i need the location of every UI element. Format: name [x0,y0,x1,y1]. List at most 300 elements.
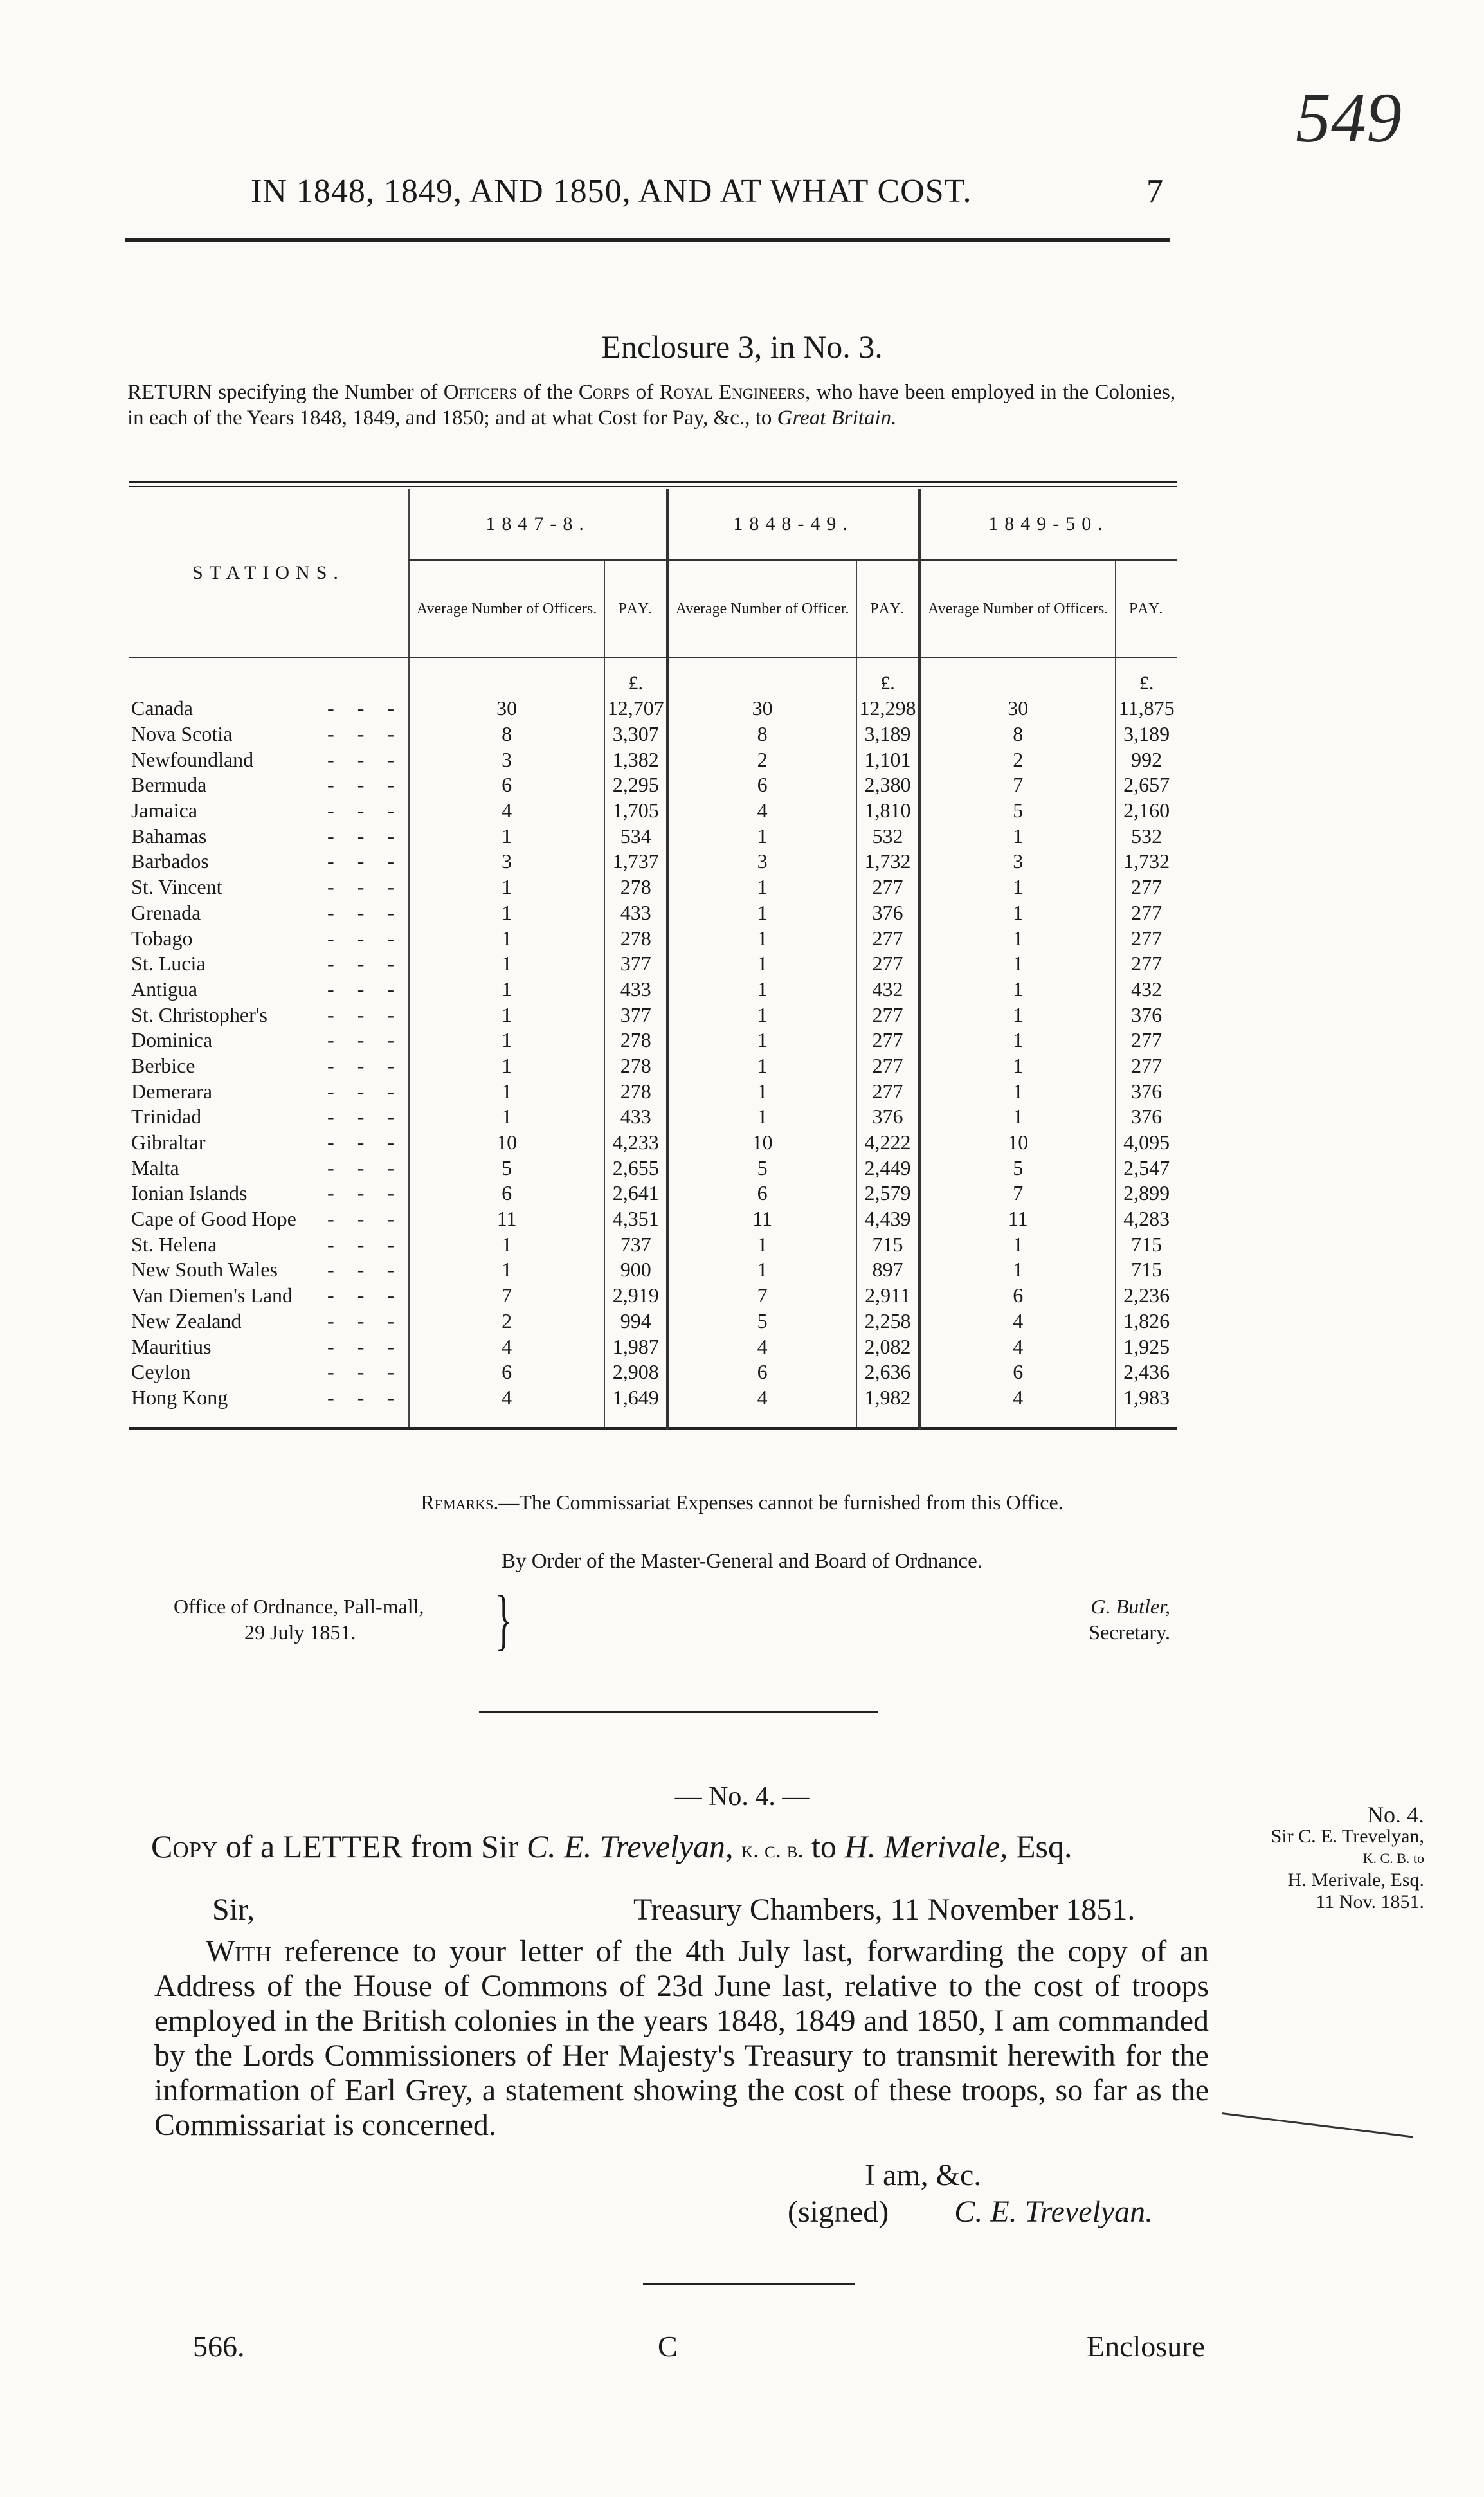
document-number: — No. 4. — [674,1782,810,1811]
return-royal-engineers: Royal Engineers [659,381,805,404]
table-row [129,696,1177,722]
sheet-number: 566. [193,2330,245,2363]
officers-1849-50: 11 [919,1206,1116,1232]
pay-1848-49: 12,298 [856,696,919,722]
remarks-text: —The Commissariat Expenses cannot be furnished from this Office. [498,1491,1063,1514]
officers-1847-8: 7 [409,1283,604,1309]
footer-rule [643,2283,855,2285]
letter-signature [788,2194,1153,2229]
pay-1849-50: 277 [1116,1028,1177,1053]
pay-1847-8: 1,705 [604,798,667,824]
officers-1849-50: 2 [919,747,1116,772]
pay-1848-49: 277 [856,925,919,951]
pay-1848-49: 2,579 [856,1181,919,1206]
pay-1847-8: 278 [604,875,667,900]
pay-1848-49: 277 [856,875,919,900]
station-label: Barbados [131,849,209,873]
pay-1847-8: 1,737 [604,849,667,875]
pay-1847-8: 278 [604,1053,667,1079]
officers-1849-50: 1 [919,1257,1116,1283]
year-header-1847-8: 1847-8. [409,489,667,560]
table-row [129,747,1177,772]
pay-1848-49: 2,258 [856,1309,919,1334]
margin-note-to: H. Merivale, Esq. [1287,1869,1424,1891]
leader-dashes: - - - [327,1334,403,1358]
pay-1848-49: 532 [856,823,919,849]
pay-1847-8: 278 [604,1028,667,1053]
officers-1849-50: 4 [919,1334,1116,1359]
pay-1849-50: 4,095 [1116,1130,1177,1156]
table-row [129,977,1177,1003]
officers-1848-49: 1 [667,1028,856,1053]
station-name [129,1334,409,1359]
table-row [129,925,1177,951]
officers-1848-49: 11 [667,1206,856,1232]
officers-1847-8: 3 [409,849,604,875]
leader-dashes: - - - [327,824,403,848]
station-name [129,696,409,722]
officers-1847-8: 1 [409,1078,604,1104]
leader-dashes: - - - [327,1156,403,1179]
pay-1849-50: 277 [1116,951,1177,977]
header-rule [125,238,1170,242]
by-order-line: By Order of the Master-General and Board of Ordnance. [502,1550,982,1573]
remarks [0,1491,1484,1514]
pay-1848-49: 277 [856,1078,919,1104]
station-name [129,1053,409,1079]
station-name [129,951,409,977]
leader-dashes: - - - [327,1360,403,1384]
pay-1849-50: 2,436 [1116,1359,1177,1385]
office-address [174,1583,512,1658]
station-name [129,1002,409,1028]
leader-dashes: - - - [327,977,403,1001]
margin-stroke [1222,2112,1413,2138]
officers-1849-50: 8 [919,722,1116,747]
station-name [129,925,409,951]
station-name [129,1257,409,1283]
letter-author: C. E. Trevelyan, [526,1828,734,1864]
station-name [129,875,409,900]
officers-1847-8: 1 [409,1104,604,1130]
officers-1849-50: 10 [919,1130,1116,1156]
signer-block [977,1594,1170,1645]
officers-1848-49: 1 [667,1078,856,1104]
officers-1848-49: 1 [667,1104,856,1130]
pay-1848-49: 277 [856,1053,919,1079]
return-mid2: of [635,381,654,404]
pay-1848-49: 2,380 [856,772,919,798]
officers-1848-49: 7 [667,1283,856,1309]
pay-1849-50: 1,732 [1116,849,1177,875]
pay-1848-49: 1,732 [856,849,919,875]
station-name [129,1181,409,1206]
pay-1847-8: 2,655 [604,1155,667,1181]
pay-header: PAY. [856,560,919,658]
officers-return-table [129,489,1177,1430]
station-name [129,977,409,1003]
officers-1849-50: 7 [919,1181,1116,1206]
officers-1849-50: 6 [919,1359,1116,1385]
stations-header: STATIONS. [129,489,409,658]
station-label: Ceylon [131,1360,191,1384]
pay-1847-8: 377 [604,1002,667,1028]
officers-1847-8: 6 [409,1359,604,1385]
table-row [129,1130,1177,1156]
return-officers: Officers [443,381,518,404]
pay-1849-50: 2,160 [1116,798,1177,824]
table-row [129,1002,1177,1028]
pay-1847-8: 1,649 [604,1385,667,1429]
officers-1848-49: 5 [667,1309,856,1334]
station-label: Mauritius [131,1334,212,1358]
brace-glyph: } [495,1583,512,1658]
office-date: 29 July 1851. [244,1621,356,1644]
officers-1849-50: 30 [919,696,1116,722]
pay-1848-49: 376 [856,1104,919,1130]
table-row [129,1257,1177,1283]
leader-dashes: - - - [327,747,403,771]
leader-dashes: - - - [327,1028,403,1052]
station-label: Antigua [131,977,198,1001]
officers-1849-50: 6 [919,1283,1116,1309]
station-label: New South Wales [131,1258,278,1282]
pay-1847-8: 2,295 [604,772,667,798]
officers-1847-8: 6 [409,1181,604,1206]
return-great-britain: Great Britain. [777,406,897,430]
pay-1847-8: 278 [604,1078,667,1104]
station-label: Trinidad [131,1105,202,1129]
pay-1848-49: 1,101 [856,747,919,772]
pay-1849-50: 1,983 [1116,1385,1177,1429]
pay-1849-50: 277 [1116,925,1177,951]
table-row [129,1385,1177,1429]
avg-officers-header: Average Number of Officers. [409,560,604,658]
letter-author-honour: k. c. b. [741,1837,804,1862]
leader-dashes: - - - [327,1130,403,1154]
pay-1848-49: 2,082 [856,1334,919,1359]
table-row [129,1155,1177,1181]
pay-1847-8: 994 [604,1309,667,1334]
pay-1849-50: 11,875 [1116,696,1177,722]
pay-1848-49: 2,449 [856,1155,919,1181]
station-label: Ionian Islands [131,1181,248,1205]
officers-1848-49: 10 [667,1130,856,1156]
pay-1848-49: 277 [856,951,919,977]
leader-dashes: - - - [327,799,403,822]
pay-1849-50: 277 [1116,875,1177,900]
station-label: Dominica [131,1028,213,1052]
pay-1849-50: 532 [1116,823,1177,849]
pay-1847-8: 2,919 [604,1283,667,1309]
pay-1847-8: 2,641 [604,1181,667,1206]
officers-1847-8: 1 [409,823,604,849]
pay-1848-49: 277 [856,1028,919,1053]
station-name [129,900,409,926]
officers-1849-50: 4 [919,1385,1116,1429]
officers-1847-8: 1 [409,977,604,1003]
table-row [129,951,1177,977]
leader-dashes: - - - [327,1232,403,1256]
station-label: Bahamas [131,824,207,848]
officers-1848-49: 3 [667,849,856,875]
station-name [129,1155,409,1181]
letter-heading [151,1828,1199,1865]
officers-1849-50: 1 [919,1028,1116,1053]
pay-1847-8: 12,707 [604,696,667,722]
station-name [129,722,409,747]
officers-1848-49: 4 [667,1334,856,1359]
officers-1847-8: 1 [409,1028,604,1053]
pay-1848-49: 4,222 [856,1130,919,1156]
pound-sign: £. [1116,658,1177,696]
office-line1: Office of Ordnance, Pall-mall, [174,1595,424,1618]
pay-1848-49: 277 [856,1002,919,1028]
pay-header: PAY. [604,560,667,658]
officers-1848-49: 6 [667,772,856,798]
station-name [129,1078,409,1104]
leader-dashes: - - - [327,1079,403,1103]
pay-1848-49: 1,982 [856,1385,919,1429]
year-header-1848-49: 1848-49. [667,489,919,560]
handwritten-folio-number: 549 [1296,78,1402,157]
pay-1849-50: 376 [1116,1104,1177,1130]
station-label: St. Christopher's [131,1003,267,1026]
pay-1848-49: 4,439 [856,1206,919,1232]
officers-1847-8: 5 [409,1155,604,1181]
officers-1848-49: 1 [667,951,856,977]
table-row [129,772,1177,798]
leader-dashes: - - - [327,1309,403,1332]
officers-1849-50: 1 [919,823,1116,849]
year-header-1849-50: 1849-50. [919,489,1177,560]
pay-1848-49: 2,911 [856,1283,919,1309]
section-rule [479,1711,878,1713]
pay-1849-50: 4,283 [1116,1206,1177,1232]
leader-dashes: - - - [327,1284,403,1307]
station-label: Grenada [131,900,201,924]
pay-1849-50: 2,236 [1116,1283,1177,1309]
officers-1848-49: 1 [667,925,856,951]
table-row [129,1104,1177,1130]
officers-1847-8: 1 [409,900,604,926]
table-row [129,823,1177,849]
pay-1849-50: 376 [1116,1078,1177,1104]
station-label: Gibraltar [131,1130,206,1154]
return-corps: Corps [578,381,630,404]
station-label: Jamaica [131,799,198,822]
officers-1847-8: 1 [409,1257,604,1283]
pay-1848-49: 897 [856,1257,919,1283]
pay-1847-8: 433 [604,900,667,926]
station-label: Berbice [131,1053,195,1077]
leader-dashes: - - - [327,900,403,924]
officers-1848-49: 5 [667,1155,856,1181]
table-row [129,1309,1177,1334]
officers-1847-8: 4 [409,1385,604,1429]
station-name [129,1283,409,1309]
margin-note-number: No. 4. [1367,1802,1424,1828]
pay-1849-50: 3,189 [1116,722,1177,747]
salutation: Sir, [212,1893,255,1927]
letter-body [154,1934,1209,2143]
pay-1848-49: 432 [856,977,919,1003]
pay-1847-8: 900 [604,1257,667,1283]
table-row [129,1028,1177,1053]
officers-1848-49: 1 [667,900,856,926]
officers-1848-49: 8 [667,722,856,747]
station-label: Cape of Good Hope [131,1207,296,1231]
pay-1847-8: 278 [604,925,667,951]
leader-dashes: - - - [327,1003,403,1026]
officers-1847-8: 3 [409,747,604,772]
pay-1848-49: 376 [856,900,919,926]
officers-1849-50: 1 [919,900,1116,926]
letter-recipient: H. Merivale, [844,1828,1008,1864]
officers-1847-8: 30 [409,696,604,722]
officers-1847-8: 11 [409,1206,604,1232]
station-label: St. Vincent [131,875,222,899]
officers-1848-49: 1 [667,1053,856,1079]
station-name [129,1206,409,1232]
pound-unit-row [129,658,1177,696]
station-name [129,1104,409,1130]
station-name [129,1385,409,1429]
station-label: Newfoundland [131,747,254,771]
officers-1848-49: 1 [667,1231,856,1257]
leader-dashes: - - - [327,926,403,950]
running-head-title: IN 1848, 1849, AND 1850, AND AT WHAT COST. [251,173,972,210]
letter-recipient-esq: Esq. [1015,1828,1072,1864]
officers-1848-49: 2 [667,747,856,772]
signer-title: Secretary. [1089,1621,1170,1644]
leader-dashes: - - - [327,1181,403,1205]
station-name [129,1130,409,1156]
pound-sign: £. [856,658,919,696]
signed-label: (signed) [788,2195,889,2229]
pay-1849-50: 1,826 [1116,1309,1177,1334]
pay-1847-8: 4,351 [604,1206,667,1232]
table-row [129,875,1177,900]
officers-1847-8: 1 [409,875,604,900]
leader-dashes: - - - [327,952,403,976]
pay-1847-8: 534 [604,823,667,849]
margin-note-kcb: K. C. B. to [1362,1850,1424,1866]
catchword: Enclosure [1087,2330,1205,2363]
letter-closing: I am, &c. [865,2158,982,2192]
officers-1847-8: 1 [409,1231,604,1257]
table-row [129,1181,1177,1206]
place-and-date: Treasury Chambers, 11 November 1851. [633,1893,1136,1927]
officers-1849-50: 1 [919,1231,1116,1257]
pay-1849-50: 277 [1116,1053,1177,1079]
station-label: Malta [131,1156,179,1179]
pay-1849-50: 2,657 [1116,772,1177,798]
table-row [129,1053,1177,1079]
leader-dashes: - - - [327,773,403,797]
table-row [129,1231,1177,1257]
running-head [251,172,1164,210]
pay-1849-50: 1,925 [1116,1334,1177,1359]
letter-text: reference to your letter of the 4th July last, forwarding the copy of an Address of the House of Commons of 23d June last, relative to the cost of troops employed in the British colonies in the years 1848, 1849 and 1850, I am commanded by the Lords Commissioners of Her Majesty's Treasury to transmit herewith for the information of Earl Grey, a statement showing the cost of these troops, so far as the Commissariat is concerned. [154,1934,1209,2142]
leader-dashes: - - - [327,1105,403,1129]
return-tail: , who have been employed in the Colonies, in each of the Years 1848, 1849, and 1850; and at what Cost for Pay, &c., to [127,381,1176,430]
pay-1849-50: 2,899 [1116,1181,1177,1206]
table-top-rule-thin [129,486,1177,487]
table-row [129,1206,1177,1232]
station-name [129,1231,409,1257]
table-row [129,900,1177,926]
leader-dashes: - - - [327,849,403,873]
pay-header: PAY. [1116,560,1177,658]
officers-1848-49: 4 [667,798,856,824]
officers-1849-50: 1 [919,1053,1116,1079]
letter-opening-word: With [206,1934,271,1968]
pay-1847-8: 2,908 [604,1359,667,1385]
letter-to: to [811,1828,837,1864]
pay-1849-50: 376 [1116,1002,1177,1028]
officers-1849-50: 1 [919,951,1116,977]
signer-name: G. Butler, [1090,1595,1170,1618]
station-name [129,798,409,824]
officers-1849-50: 4 [919,1309,1116,1334]
table-top-rule [129,481,1177,483]
margin-note [1212,1804,1424,1913]
officers-1848-49: 1 [667,1257,856,1283]
station-name [129,772,409,798]
leader-dashes: - - - [327,696,403,720]
officers-1849-50: 1 [919,875,1116,900]
officers-1847-8: 10 [409,1130,604,1156]
pay-1847-8: 737 [604,1231,667,1257]
pay-1847-8: 377 [604,951,667,977]
station-label: Canada [131,696,193,720]
station-label: Tobago [131,926,193,950]
officers-1849-50: 1 [919,977,1116,1003]
return-mid1: of the [523,381,573,404]
pound-sign: £. [604,658,667,696]
officers-1847-8: 1 [409,1053,604,1079]
table-row [129,798,1177,824]
officers-1848-49: 6 [667,1181,856,1206]
officers-1849-50: 5 [919,798,1116,824]
avg-officers-header: Average Number of Officers. [919,560,1116,658]
station-label: Nova Scotia [131,722,233,746]
margin-note-from: Sir C. E. Trevelyan, [1271,1826,1424,1847]
officers-1848-49: 30 [667,696,856,722]
officers-1849-50: 5 [919,1155,1116,1181]
signature-mark: C [658,2330,678,2363]
officers-1847-8: 4 [409,1334,604,1359]
station-name [129,747,409,772]
return-lead: RETURN specifying the Number of [127,381,438,404]
letter-from: of a LETTER from Sir [225,1828,519,1864]
officers-1849-50: 1 [919,925,1116,951]
officers-1847-8: 1 [409,951,604,977]
station-label: St. Helena [131,1232,217,1256]
officers-1849-50: 1 [919,1104,1116,1130]
pay-1847-8: 1,382 [604,747,667,772]
officers-1849-50: 7 [919,772,1116,798]
officers-1848-49: 1 [667,1002,856,1028]
pay-1847-8: 1,987 [604,1334,667,1359]
pay-1849-50: 715 [1116,1257,1177,1283]
officers-1847-8: 4 [409,798,604,824]
station-name [129,849,409,875]
pay-1848-49: 2,636 [856,1359,919,1385]
pay-1849-50: 992 [1116,747,1177,772]
station-name [129,1028,409,1053]
